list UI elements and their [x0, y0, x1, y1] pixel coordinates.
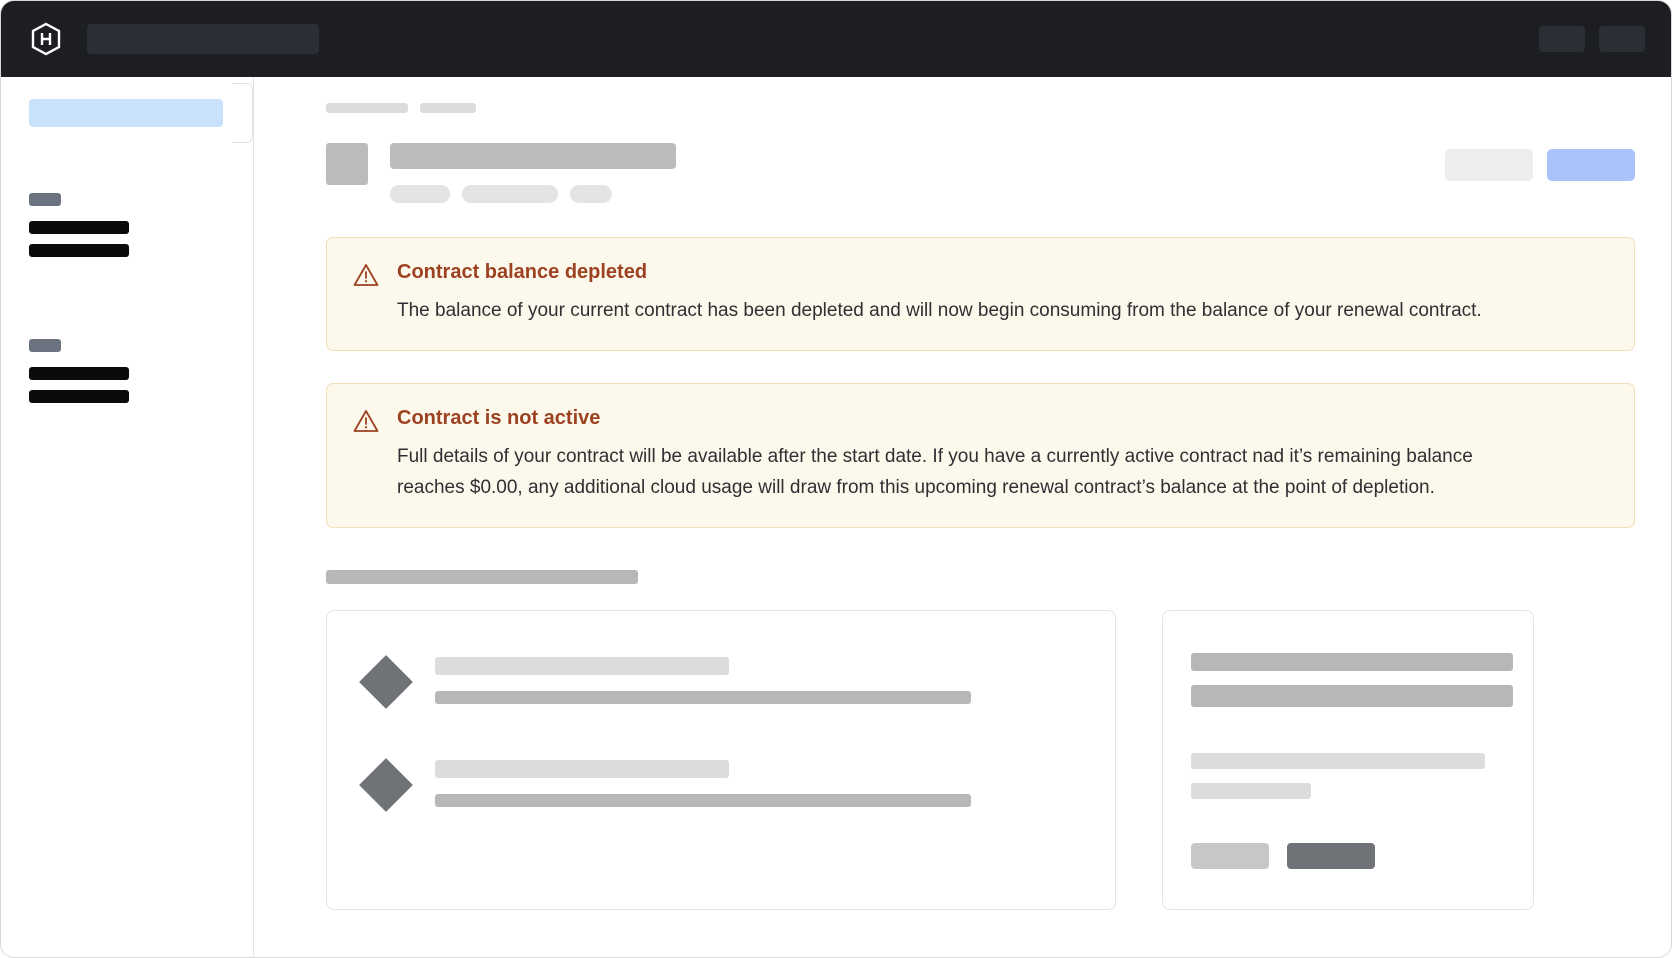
alert-content: [397, 260, 1482, 326]
hashicorp-logo-icon[interactable]: [27, 20, 65, 58]
right-card-primary-button[interactable]: [1287, 843, 1375, 869]
page-title: [390, 143, 676, 169]
sidebar-group-2: [1, 339, 253, 403]
main-content: [254, 77, 1671, 957]
meta-tag-3: [570, 185, 612, 203]
diamond-icon: [359, 758, 413, 812]
page-header-actions: [1445, 149, 1635, 181]
secondary-action-button[interactable]: [1445, 149, 1533, 181]
contract-icon: [326, 143, 368, 185]
diamond-icon: [359, 655, 413, 709]
list-item: [367, 760, 1075, 807]
sidebar-item-1[interactable]: [29, 221, 129, 234]
list-item-text: [435, 657, 1075, 704]
global-search-input[interactable]: [87, 24, 319, 54]
list-item-title: [435, 760, 729, 778]
alert-body: The balance of your current contract has been depleted and will now begin consuming from the balance of your renewal contract.: [397, 300, 1482, 321]
breadcrumb-item-1[interactable]: [326, 103, 408, 113]
summary-line-2: [1191, 685, 1513, 707]
summary-line-4: [1191, 783, 1311, 799]
warning-triangle-icon: [353, 408, 379, 434]
summary-line-1: [1191, 653, 1513, 671]
section-heading: [326, 570, 638, 584]
top-navigation-bar: [1, 1, 1671, 77]
warning-triangle-icon: [353, 262, 379, 288]
primary-action-button[interactable]: [1547, 149, 1635, 181]
sidebar: [1, 77, 254, 957]
list-item-title: [435, 657, 729, 675]
topbar-button-2[interactable]: [1599, 26, 1645, 52]
sidebar-group-1: [1, 193, 253, 257]
topbar-actions: [1539, 26, 1645, 52]
sidebar-item-2[interactable]: [29, 244, 129, 257]
alert-contract-balance-depleted: [326, 237, 1635, 351]
meta-tag-2: [462, 185, 558, 203]
summary-card: [1162, 610, 1534, 910]
sidebar-item-4[interactable]: [29, 390, 129, 403]
breadcrumb-item-2[interactable]: [420, 103, 476, 113]
alert-contract-not-active: [326, 383, 1635, 528]
sidebar-group-2-heading: [29, 339, 61, 352]
contract-details-card: [326, 610, 1116, 910]
summary-card-actions: [1191, 843, 1505, 869]
page-meta-tags: [390, 185, 1445, 203]
list-item-text: [435, 760, 1075, 807]
alert-content: [397, 406, 1487, 503]
right-card-secondary-button[interactable]: [1191, 843, 1269, 869]
topbar-button-1[interactable]: [1539, 26, 1585, 52]
status-badge: [390, 185, 450, 203]
alert-body: Full details of your contract will be available after the start date. If you have a currently active contract nad it’s remaining balance reaches $0.00, any additional cloud usage will draw from this upcoming renewal contract’s balance at the point of depletion.: [397, 446, 1473, 498]
sidebar-group-1-heading: [29, 193, 61, 206]
list-item-subtitle: [435, 794, 971, 807]
sidebar-selected-item[interactable]: [29, 99, 223, 127]
summary-line-3: [1191, 753, 1485, 769]
alert-title: Contract balance depleted: [397, 261, 648, 283]
list-item-subtitle: [435, 691, 971, 704]
page-header: [326, 143, 1635, 203]
section-cards: [326, 610, 1635, 910]
sidebar-item-3[interactable]: [29, 367, 129, 380]
list-item: [367, 657, 1075, 704]
alert-title: Contract is not active: [397, 407, 601, 430]
breadcrumb: [326, 103, 1635, 113]
page-title-block: [390, 143, 1445, 203]
